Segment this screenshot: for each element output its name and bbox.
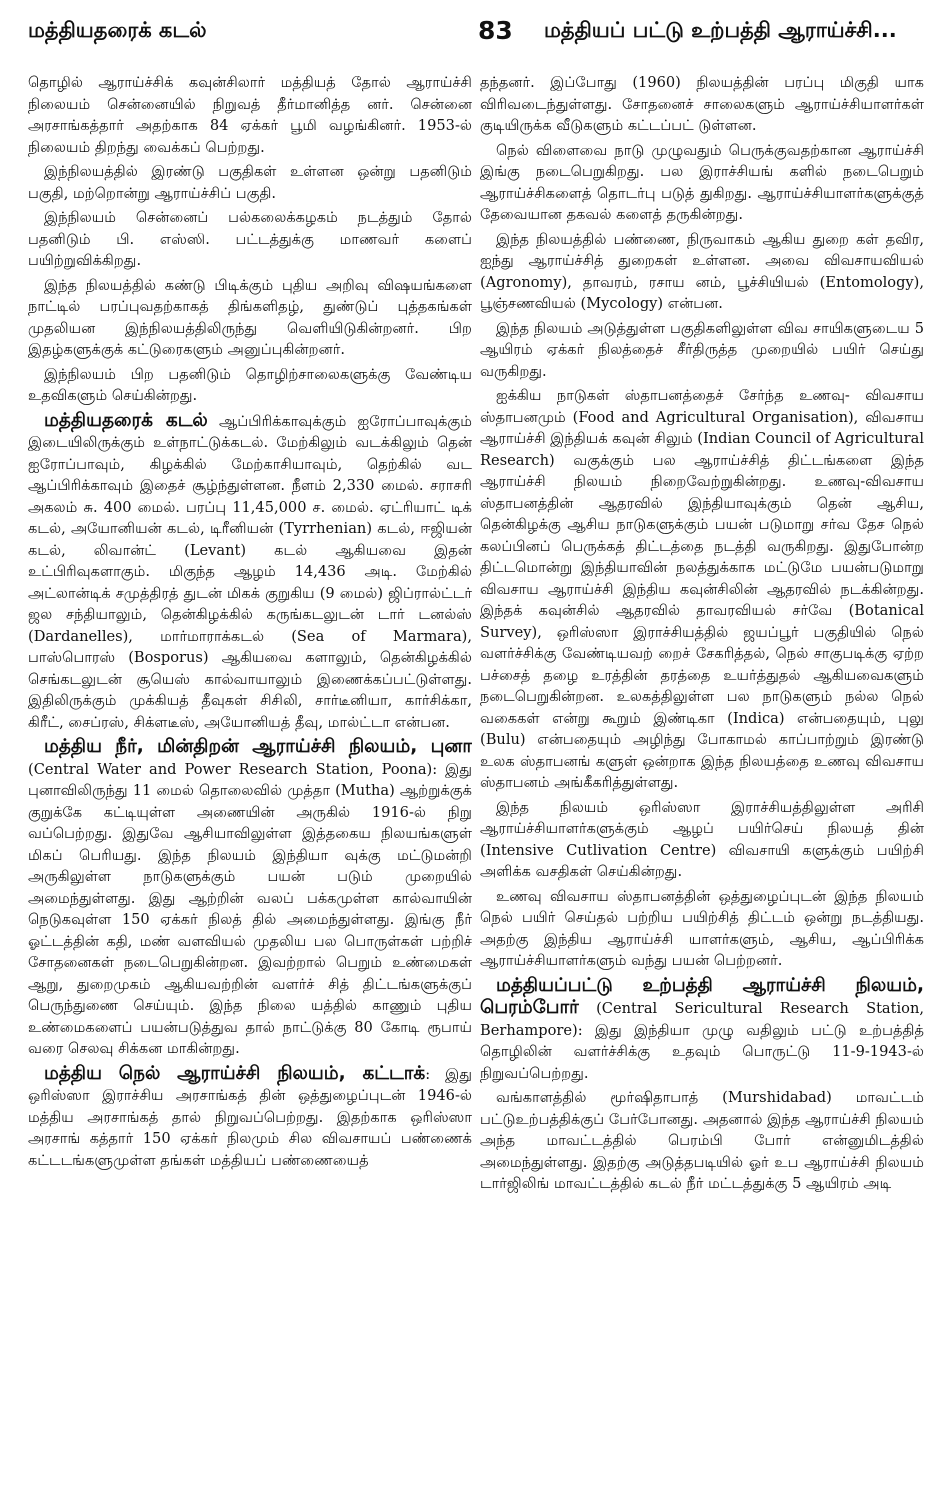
page-header — [28, 18, 914, 58]
paragraph: நெல் விளைவை நாடு முழுவதும் பெருக்குவதற்கான ஆராய்ச்சி இங்கு நடைபெறுகிறது. பல இராச்சியங் களில் நடைபெறும் ஆராய்ச்சிகளைத் தொடர்பு படுத் துகிறது. ஆராய்ச்சியாளர்களுக்குத் தேவையான தகவல் களைத் தருகின்றது. — [480, 141, 924, 223]
entry-title: மத்திய நீர், மின்திறன் ஆராய்ச்சி நிலயம், புனா — [44, 736, 472, 757]
right-column — [480, 72, 924, 1482]
paragraph: ஐக்கிய நாடுகள் ஸ்தாபனத்தைச் சேர்ந்த உணவு- விவசாய ஸ்தாபனமும் (Food and Agricultural Organisation), விவசாய ஆராய்ச்சி இந்தியக் கவுன் சிலும் (Indian Council of Agricultural Research) வகுக்கும் பல ஆராய்ச்சித் திட்டங்களை இந்த ஆராய்ச்சி நிலயம் நிறைவேற்றுகின்றது. உணவு-விவசாய ஸ்தாபனத்தின் ஆதரவில் இந்தியாவுக்கும் தென் ஆசிய, தென்கிழக்கு ஆசிய நாடுகளுக்கும் பயன் படுமாறு சர்வ தேச நெல் கலப்பினப் பெருக்கத் திட்டத்தை நடத்தி வருகிறது. இதுபோன்ற திட்டமொன்று இந்தியாவின் நலத்துக்காக மட்டுமே பயன்படுமாறு விவசாய ஆராய்ச்சி இந்திய கவுன்சிலின் ஆதரவில் நடக்கின்றது. இந்தக் கவுன்சில் ஆதரவில் தாவரவியல் சர்வே (Botanical Survey), ஒரிஸ்ஸா இராச்சியத்தில் ஜயப்பூர் பகுதியில் நெல் வளர்ச்சிக்கு வேண்டியவற் றைச் சேகரித்தல், நெல் சாகுபடிக்கு ஏற்ற பச்சைத் தழை உரத்தின் தரத்தை உயர்த்துதல் ஆகியவைகளும் நடைபெறுகின்றன. உலகத்திலுள்ள பல நாடுகளும் நல்ல நெல் வகைகள் என்று கூறும் இண்டிகா (Indica) என்பதையும், புலு (Bulu) என்பதையும் அழிந்து போகாமல் காப்பாற்றும் இரண்டு உலக ஸ்தாபனங் களுள் ஒன்றாக இந்த நிலயத்தை உணவு விவசாய ஸ்தாபனம் அங்கீகரித்துள்ளது. — [480, 387, 924, 791]
entry — [28, 1063, 472, 1172]
entry-text: (Central Water and Power Research Station, Poona): இது புனாவிலிருந்து 11 மைல் தொலைவில் முத்தா (Mutha) ஆற்றுக்குக் குறுக்கே கட்டியுள்ள அணையின் அருகில் 1916-ல் நிறு வப்பெற்றது. இதுவே ஆசியாவிலுள்ள இத்தகைய நிலயங்களுள் மிகப் பெரியது. இந்த நிலயம் இந்தியா வுக்கு மட்டுமன்றி அருகிலுள்ள நாடுகளுக்கும் பயன் படும் முறையில் அமைந்துள்ளது. இது ஆற்றின் வலப் பக்கமுள்ள கால்வாயின் நெடுகவுள்ள 150 ஏக்கர் நிலத் தில் அமைந்துள்ளது. இங்கு நீர் ஓட்டத்தின் கதி, மண் வளவியல் முதலிய பல பொருள்கள் பற்றிச் சோதனைகள் நடைபெறுகின்றன. இவற்றால் பெறும் உண்மைகள் ஆறு, துறைமுகம் ஆகியவற்றின் வளர்ச் சித் திட்டங்களுக்குப் பெருந்துணை செய்யும். இந்த நிலை யத்தில் காணும் புதிய உண்மைகளைப் பயன்படுத்துவ தால் நாட்டுக்கு 80 கோடி ரூபாய் வரை செலவு சிக்கன மாகின்றது. — [28, 760, 472, 1057]
entry-title: மத்தியதரைக் கடல் — [44, 409, 208, 431]
entry-title: மத்தியப்பட்டு உற்பத்தி ஆராய்ச்சி நிலயம், பெரம்போர் — [480, 974, 924, 1018]
page-number: 83 — [478, 16, 513, 45]
paragraph: இந்த நிலயம் ஒரிஸ்ஸா இராச்சியத்திலுள்ள அரிசி ஆராய்ச்சியாளர்களுக்கும் ஆழப் பயிர்செய் நிலயத் தின் (Intensive Cutlivation Centre) விவசாயி களுக்கும் பயிற்சி அளிக்க வசதிகள் செய்கின்றது. — [480, 798, 924, 880]
paragraph: இந்நிலயத்தில் இரண்டு பகுதிகள் உள்ளன ஒன்று பதனிடும் பகுதி, மற்றொன்று ஆராய்ச்சிப் பகுதி. — [28, 163, 472, 202]
paragraph: இந்த நிலயத்தில் கண்டு பிடிக்கும் புதிய அறிவு விஷயங்களை நாட்டில் பரப்புவதற்காகத் திங்களிதழ், துண்டுப் புத்தகங்கள் முதலியன இந்நிலயத்திலிருந்து வெளியிடுகின்றனர். பிற இதழ்களுக்குக் கட்டுரைகளும் அனுப்புகின்றனர். — [28, 276, 472, 358]
entry — [28, 736, 472, 1060]
entry-text: ஆப்பிரிக்காவுக்கும் ஐரோப்பாவுக்கும் இடையிலிருக்கும் உள்நாட்டுக்கடல். மேற்கிலும் வடக்கிலும் தென் ஐரோப்பாவும், கிழக்கில் மேற்காசியாவும், தெற்கில் வட ஆப்பிரிக்காவும் இதைச் சூழ்ந்துள்ளன. நீளம் 2,330 மைல். சராசரி அகலம் சு. 400 மைல். பரப்பு 11,45,000 ச. மைல். ஏட்ரியாட் டிக் கடல், அயோனியன் கடல், டிரீனியன் (Tyrrhenian) கடல், ஈஜியன் கடல், லிவான்ட் (Levant) கடல் ஆகியவை இதன் உட்பிரிவுகளாகும். மிகுந்த ஆழம் 14,436 அடி. மேற்கில் அட்லான்டிக் சமுத்திரத் துடன் மிகக் குறுகிய (9 மைல்) ஜிப்ரால்ட்டர் ஜல சந்தியாலும், தென்கிழக்கில் கருங்கடலுடன் டார் டனல்ஸ் (Dardanelles), மார்மாராக்கடல் (Sea of Marmara), பாஸ்பொரஸ் (Bosporus) ஆகியவை களாலும், தென்கிழக்கில் செங்கடலுடன் சூயெஸ் கால்வாயாலும் இணைக்கப்பட்டுள்ளது. இதிலிருக்கும் முக்கியத் தீவுகள் சிசிலி, சார்டீனியா, கார்சிக்கா, கிரீட், சைப்ரஸ், சிக்ளடீஸ், அயோனியத் தீவு, மால்ட்டா என்பன. — [28, 412, 472, 731]
paragraph: தொழில் ஆராய்ச்சிக் கவுன்சிலார் மத்தியத் தோல் ஆராய்ச்சி நிலையம் சென்னையில் நிறுவத் தீர்மானித்த னர். சென்னை அரசாங்கத்தார் அதற்காக 84 ஏக்கர் பூமி வழங்கினர். 1953-ல் நிலையம் திறந்து வைக்கப் பெற்றது. — [28, 74, 472, 156]
paragraph: வங்காளத்தில் மூர்ஷிதாபாத் (Murshidabad) மாவட்டம் பட்டுஉற்பத்திக்குப் பேர்போனது. அதனால் இந்த ஆராய்ச்சி நிலயம் அந்த மாவட்டத்தில் பெரம்பி போர் என்னுமிடத்தில் அமைந்துள்ளது. இதற்கு அடுத்தபடியில் ஓர் உப ஆராய்ச்சி நிலயம் டார்ஜிலிங் மாவட்டத்தில் கடல் நீர் மட்டத்துக்கு 5 ஆயிரம் அடி — [480, 1089, 924, 1192]
paragraph: இந்நிலயம் சென்னைப் பல்கலைக்கழகம் நடத்தும் தோல் பதனிடும் பி. எஸ்ஸி. பட்டத்துக்கு மாணவர் களைப் பயிற்றுவிக்கிறது. — [28, 209, 472, 269]
paragraph: இந்த நிலயத்தில் பண்ணை, நிருவாகம் ஆகிய துறை கள் தவிர, ஐந்து ஆராய்ச்சித் துறைகள் உள்ளன. அவை விவசாயவியல் (Agronomy), தாவரம், ரசாய னம், பூச்சியியல் (Entomology), பூஞ்சணவியல் (Mycology) என்பன. — [480, 230, 924, 312]
entry — [28, 410, 472, 734]
paragraph: இந்நிலயம் பிற பதனிடும் தொழிற்சாலைகளுக்கு வேண்டிய உதவிகளும் செய்கின்றது. — [28, 365, 472, 404]
entry-text: : இது ஒரிஸ்ஸா இராச்சிய அரசாங்கத் தின் ஒத்துழைப்புடன் 1946-ல் மத்திய அரசாங்கத் தால் நிறுவப்பெற்றது. இதற்காக ஒரிஸ்ஸா அரசாங் கத்தார் 150 ஏக்கர் நிலமும் சில விவசாயப் பண்ணைக் கட்டடங்களுமுள்ள தங்கள் மத்தியப் பண்ணையைத் — [28, 1065, 472, 1169]
paragraph: தந்தனர். இப்போது (1960) நிலயத்தின் பரப்பு மிகுதி யாக விரிவடைந்துள்ளது. சோதனைச் சாலைகளும் ஆராய்ச்சியாளர்கள் குடியிருக்க வீடுகளும் கட்டப்பட் டுள்ளன. — [480, 74, 924, 134]
entry-title: மத்திய நெல் ஆராய்ச்சி நிலயம், கட்டாக் — [44, 1062, 426, 1084]
running-head-right: மத்தியப் பட்டு உற்பத்தி ஆராய்ச்சி... — [544, 18, 897, 42]
entry — [480, 975, 924, 1085]
paragraph: உணவு விவசாய ஸ்தாபனத்தின் ஒத்துழைப்புடன் இந்த நிலயம் நெல் பயிர் செய்தல் பற்றிய பயிற்சித் திட்டம் ஒன்று நடத்தியது. அதற்கு இந்திய ஆராய்ச்சி யாளர்களும், ஆசிய, ஆப்பிரிக்க ஆராய்ச்சியாளர்களும் வந்து பயன் பெற்றனர். — [480, 887, 924, 969]
running-head-left: மத்தியதரைக் கடல் — [28, 18, 207, 42]
paragraph: இந்த நிலயம் அடுத்துள்ள பகுதிகளிலுள்ள விவ சாயிகளுடைய 5 ஆயிரம் ஏக்கர் நிலத்தைச் சீர்திருத்த முறையில் பயிர் செய்து வருகிறது. — [480, 319, 924, 380]
entry-text: (Central Sericultural Research Station, Berhampore): இது இந்தியா முழு வதிலும் பட்டு உற்பத்தித் தொழிலின் வளர்ச்சிக்கு உதவும் பொருட்டு 11-9-1943-ல் நிறுவப்பெற்றது. — [480, 1000, 924, 1082]
left-column — [28, 72, 472, 1482]
